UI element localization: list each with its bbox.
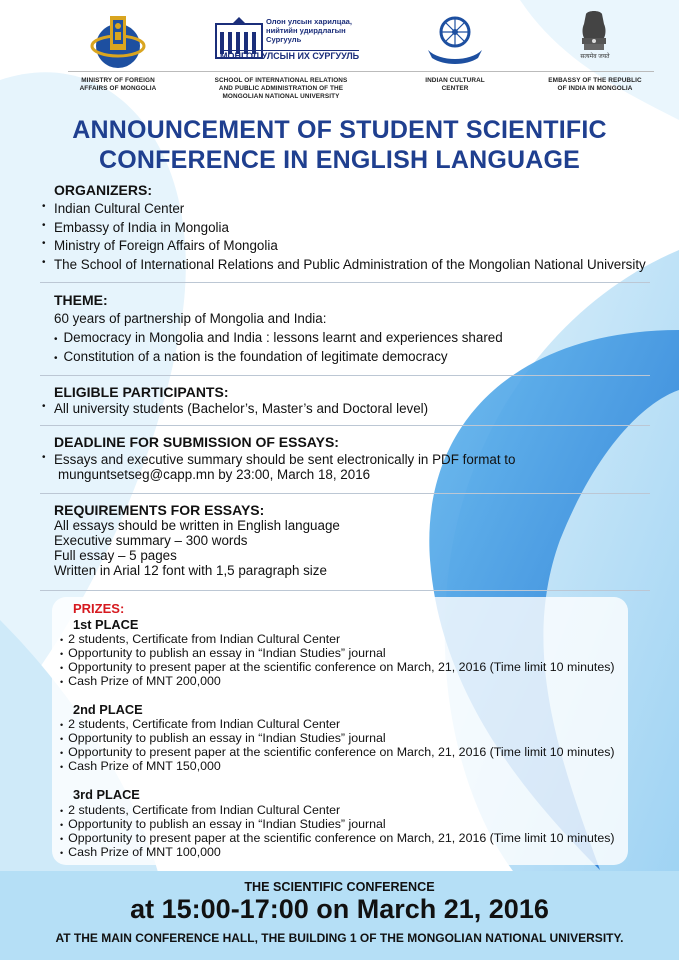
section-divider: [40, 375, 650, 376]
requirement-line: All essays should be written in English language: [54, 518, 340, 533]
deadline-line: • Essays and executive summary should be sent electronically in PDF format to: [43, 452, 515, 467]
eligible-item: • All university students (Bachelor’s, Master’s and Doctoral level): [43, 401, 428, 416]
requirement-line: Executive summary – 300 words: [54, 533, 248, 548]
theme-item: • Democracy in Mongolia and India : lessons learnt and experiences shared: [54, 330, 503, 345]
logo-caption-embassy: EMBASSY OF THE REPUBLIC OF INDIA IN MONGOLIA: [548, 77, 642, 92]
header-logos: [0, 0, 679, 100]
prize-item: • Cash Prize of MNT 200,000: [60, 674, 221, 688]
prize-place-title: 3rd PLACE: [73, 787, 140, 802]
requirements-heading: REQUIREMENTS FOR ESSAYS:: [54, 502, 265, 518]
organizer-item: • Embassy of India in Mongolia: [43, 220, 229, 235]
theme-intro: 60 years of partnership of Mongolia and India:: [54, 311, 327, 326]
footer-conference-label: THE SCIENTIFIC CONFERENCE: [244, 880, 435, 894]
prize-item: • 2 students, Certificate from Indian Cultural Center: [60, 717, 340, 731]
footer-date-time: at 15:00-17:00 on March 21, 2016: [130, 894, 549, 924]
sirpa-mongolian-name: Олон улсын харилцаа, нийтийн удирдлагын Сургууль: [266, 17, 353, 44]
logo-caption-icc: INDIAN CULTURAL CENTER: [425, 77, 485, 92]
eligible-heading: ELIGIBLE PARTICIPANTS:: [54, 384, 229, 400]
organizer-item: • Ministry of Foreign Affairs of Mongolia: [43, 238, 278, 253]
mnu-mongolian-name: МОНГОЛ УЛСЫН ИХ СУРГУУЛЬ: [220, 51, 360, 61]
footer-venue: AT THE MAIN CONFERENCE HALL, THE BUILDING 1 OF THE MONGOLIAN NATIONAL UNIVERSITY.: [55, 931, 624, 945]
theme-item: • Constitution of a nation is the foundation of legitimate democracy: [54, 349, 448, 364]
prize-item: • 2 students, Certificate from Indian Cultural Center: [60, 632, 340, 646]
prize-item: • Opportunity to publish an essay in “Indian Studies” journal: [60, 646, 386, 660]
organizer-item: • The School of International Relations and Public Administration of the Mongolian National University: [43, 257, 646, 272]
emblem-motto: सत्यमेव जयते: [580, 54, 610, 60]
requirement-line: Full essay – 5 pages: [54, 548, 177, 563]
organizer-item: • Indian Cultural Center: [43, 201, 184, 216]
section-divider: [40, 282, 650, 283]
section-divider: [40, 425, 650, 426]
page-title: ANNOUNCEMENT OF STUDENT SCIENTIFIC CONFERENCE IN ENGLISH LANGUAGE: [72, 116, 607, 174]
prize-item: • 2 students, Certificate from Indian Cultural Center: [60, 803, 340, 817]
prizes-heading: PRIZES:: [73, 601, 125, 616]
prize-item: • Opportunity to present paper at the scientific conference on March, 21, 2016 (Time limit 10 minutes): [60, 831, 615, 845]
prize-place-title: 1st PLACE: [73, 617, 139, 632]
deadline-line-2: munguntsetseg@capp.mn by 23:00, March 18, 2016: [58, 467, 371, 482]
prize-item: • Cash Prize of MNT 100,000: [60, 845, 221, 859]
section-divider: [40, 590, 650, 591]
prize-item: • Cash Prize of MNT 150,000: [60, 759, 221, 773]
section-divider: [40, 493, 650, 494]
mongolia-mfa-emblem-icon: [88, 12, 148, 72]
theme-heading: THEME:: [54, 292, 108, 308]
deadline-heading: DEADLINE FOR SUBMISSION OF ESSAYS:: [54, 434, 339, 450]
logo-caption-sirpa: SCHOOL OF INTERNATIONAL RELATIONS AND PUBLIC ADMINISTRATION OF THE MONGOLIAN NATIONAL UNIVERSITY: [214, 77, 348, 100]
prize-item: • Opportunity to present paper at the scientific conference on March, 21, 2016 (Time limit 10 minutes): [60, 745, 615, 759]
organizers-heading: ORGANIZERS:: [54, 182, 152, 198]
prize-place-title: 2nd PLACE: [73, 702, 143, 717]
logo-caption-mfa: MINISTRY OF FOREIGN AFFAIRS OF MONGOLIA: [79, 77, 157, 92]
prize-item: • Opportunity to present paper at the scientific conference on March, 21, 2016 (Time limit 10 minutes): [60, 660, 615, 674]
indian-cultural-center-logo-icon: [424, 12, 486, 68]
requirement-line: Written in Arial 12 font with 1,5 paragraph size: [54, 563, 327, 578]
header-divider: [68, 71, 654, 72]
prize-item: • Opportunity to publish an essay in “Indian Studies” journal: [60, 817, 386, 831]
prize-item: • Opportunity to publish an essay in “Indian Studies” journal: [60, 731, 386, 745]
